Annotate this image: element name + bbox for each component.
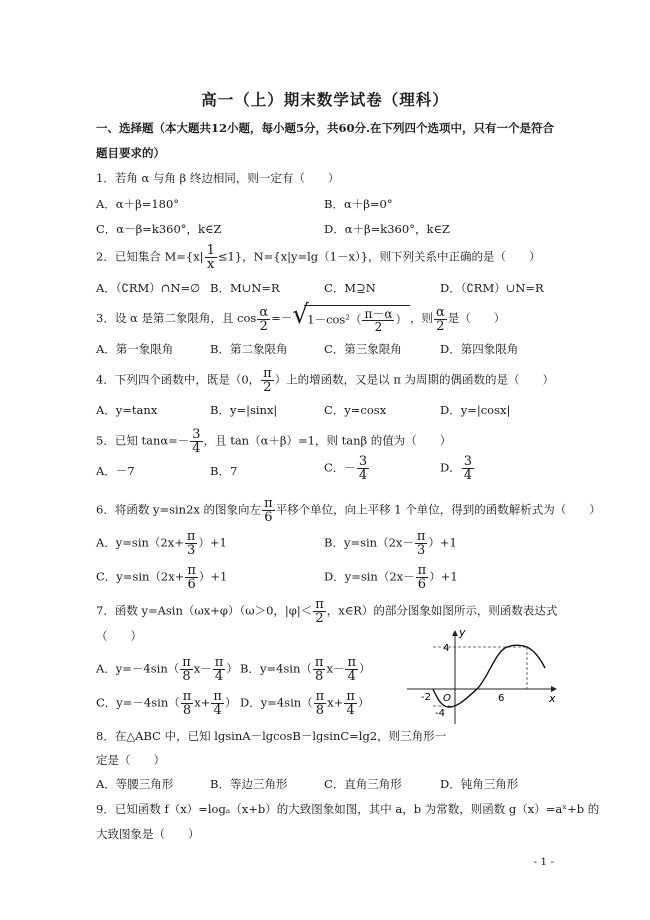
- section-heading-line2: 题目要求的）: [96, 146, 165, 160]
- q8-option-b: B．等边三角形: [210, 777, 288, 791]
- q5-stem: 5．已知 tanα=－ $\frac{3}{4}$ ，且 tan（α＋β）=1，则 tanβ 的值为（ ）: [96, 427, 452, 456]
- page-number: - 1 -: [533, 856, 554, 868]
- q8-option-d: D．钝角三角形: [440, 777, 519, 791]
- graph-tick-6: 6: [498, 693, 505, 704]
- graph-x-label: x: [549, 692, 556, 705]
- q2-fraction: $\frac{1}{x}$: [206, 243, 215, 272]
- q4-option-c: C．y=cosx: [324, 403, 387, 417]
- q4-fraction: $\frac{\pi}{2}$: [263, 366, 272, 395]
- q2-stem-pre: 2．已知集合 M={x|: [96, 249, 204, 264]
- graph-tick-neg4: -4: [435, 708, 445, 719]
- q3-fraction-1: $\frac{\alpha}{2}$: [259, 304, 269, 334]
- q3-option-c: C．第三象限角: [324, 342, 402, 356]
- q8-option-c: C．直角三角形: [324, 777, 402, 791]
- exam-title: 高一（上）期末数学试卷（理科）: [201, 90, 449, 109]
- q8-option-a: A．等腰三角形: [96, 777, 174, 791]
- q3-sqrt: √ 1－cos²（ $\frac{\pi-\alpha}{2}$ ）: [292, 305, 410, 333]
- q4-option-d: D．y=|cosx|: [440, 403, 511, 417]
- q2-option-b: B．M∪N=R: [210, 281, 280, 295]
- q5-option-c: C．－ $\frac{3}{4}$: [324, 454, 368, 483]
- q7-option-a: A．y=－4sin（ $\frac{\pi}{8}$ x－ $\frac{\pi}{4}$ ）: [96, 655, 238, 684]
- q7-sine-graph: [405, 626, 565, 726]
- q1-option-c: C．α－β=k360°，k∈Z: [96, 222, 222, 236]
- q7-option-d: D．y=4sin（ $\frac{\pi}{8}$ x+ $\frac{\pi}{4}$ ）: [240, 689, 370, 718]
- q4-stem: 4．下列四个函数中，既是（0， $\frac{\pi}{2}$ ）上的增函数，又是以 π 为周期的偶函数的是（ ）: [96, 366, 555, 395]
- q4-option-b: B．y=|sinx|: [210, 403, 278, 417]
- q7-option-c: C．y=－4sin（ $\frac{\pi}{8}$ x+ $\frac{\pi}{4}$ ）: [96, 689, 237, 718]
- q6-option-b: B．y=sin（2x－ $\frac{\pi}{3}$ ）+1: [324, 529, 457, 558]
- q1-option-a: A．α＋β=180°: [96, 197, 180, 211]
- q7-fraction: $\frac{\pi}{2}$: [315, 597, 324, 626]
- q5-fraction: $\frac{3}{4}$: [192, 427, 201, 456]
- q9-stem-line2: 大致图象是（ ）: [96, 827, 200, 841]
- q5-option-d: D． $\frac{3}{4}$: [440, 454, 473, 483]
- graph-tick-4: 4: [443, 643, 450, 654]
- q2-stem: [96, 244, 541, 271]
- q1-stem: 1．若角 α 与角 β 终边相同，则一定有（ ）: [96, 171, 340, 185]
- q1-option-b: B．α＋β=0°: [324, 197, 393, 211]
- q3-fraction-3: $\frac{\alpha}{2}$: [435, 304, 445, 334]
- q9-stem-line1: 9．已知函数 f（x）=logₐ（x+b）的大致图象如图，其中 a，b 为常数，则函数 g（x）=aˣ+b 的: [96, 802, 600, 816]
- q8-stem-line1: 8．在△ABC 中，已知 lgsinA－lgcosB－lgsinC=lg2，则三角形一: [96, 729, 447, 743]
- graph-origin-label: O: [443, 693, 451, 704]
- q2-option-a: A．（∁RM）∩N=∅: [96, 281, 201, 295]
- q3-option-a: A．第一象限角: [96, 342, 174, 356]
- q7-paren: （ ）: [96, 629, 142, 643]
- q6-stem: 6．将函数 y=sin2x 的图象向左 $\frac{\pi}{6}$ 平移个单位，向上平移 1 个单位，得到的函数解析式为（ ）: [96, 496, 601, 525]
- q7-option-b: B．y=4sin（ $\frac{\pi}{8}$ x－ $\frac{\pi}{4}$ ）: [240, 655, 371, 684]
- section-heading-line1: 一、选择题（本大题共12小题，每小题5分，共60分.在下列四个选项中，只有一个是符合: [96, 121, 555, 135]
- graph-y-arrow: [452, 630, 458, 636]
- q5-option-b: B．7: [210, 464, 238, 478]
- q2-option-c: C．M⊇N: [324, 281, 376, 295]
- q6-fraction: $\frac{\pi}{6}$: [264, 496, 273, 525]
- q3-fraction-2: $\frac{\pi-\alpha}{2}$: [364, 307, 393, 334]
- q5-option-a: A．－7: [96, 464, 135, 478]
- q3-option-d: D．第四象限角: [440, 342, 519, 356]
- q8-stem-line2: 定是（ ）: [96, 753, 165, 767]
- q6-option-d: D．y=sin（2x－ $\frac{\pi}{6}$ ）+1: [324, 563, 458, 592]
- graph-y-label: y: [459, 626, 466, 639]
- q1-option-d: D．α＋β=k360°，k∈Z: [324, 222, 450, 236]
- graph-tick-neg2: -2: [421, 692, 431, 703]
- q2-stem-post: ≤1}，N={x|y=lg（1－x）}，则下列关系中正确的是（ ）: [217, 249, 541, 264]
- q3-stem: 3．设 α 是第二象限角，且 cos $\frac{\alpha}{2}$ =－ √ 1－cos²（ $\frac{\pi-\alpha}{2}$ ） ，则 $\frac{\alpha}{2}$ 是（ ）: [96, 300, 506, 334]
- q2-option-d: D．（∁RM）∪N=R: [440, 281, 544, 295]
- q6-option-c: C．y=sin（2x+ $\frac{\pi}{6}$ ）+1: [96, 563, 228, 592]
- q3-option-b: B．第二象限角: [210, 342, 288, 356]
- q4-option-a: A．y=tanx: [96, 403, 158, 417]
- q7-stem: 7．函数 y=Asin（ωx+φ）（ω＞0，|φ|＜ $\frac{\pi}{2}$ ，x∈R）的部分图象如图所示，则函数表达式: [96, 597, 558, 626]
- q6-option-a: A．y=sin（2x+ $\frac{\pi}{3}$ ）+1: [96, 529, 227, 558]
